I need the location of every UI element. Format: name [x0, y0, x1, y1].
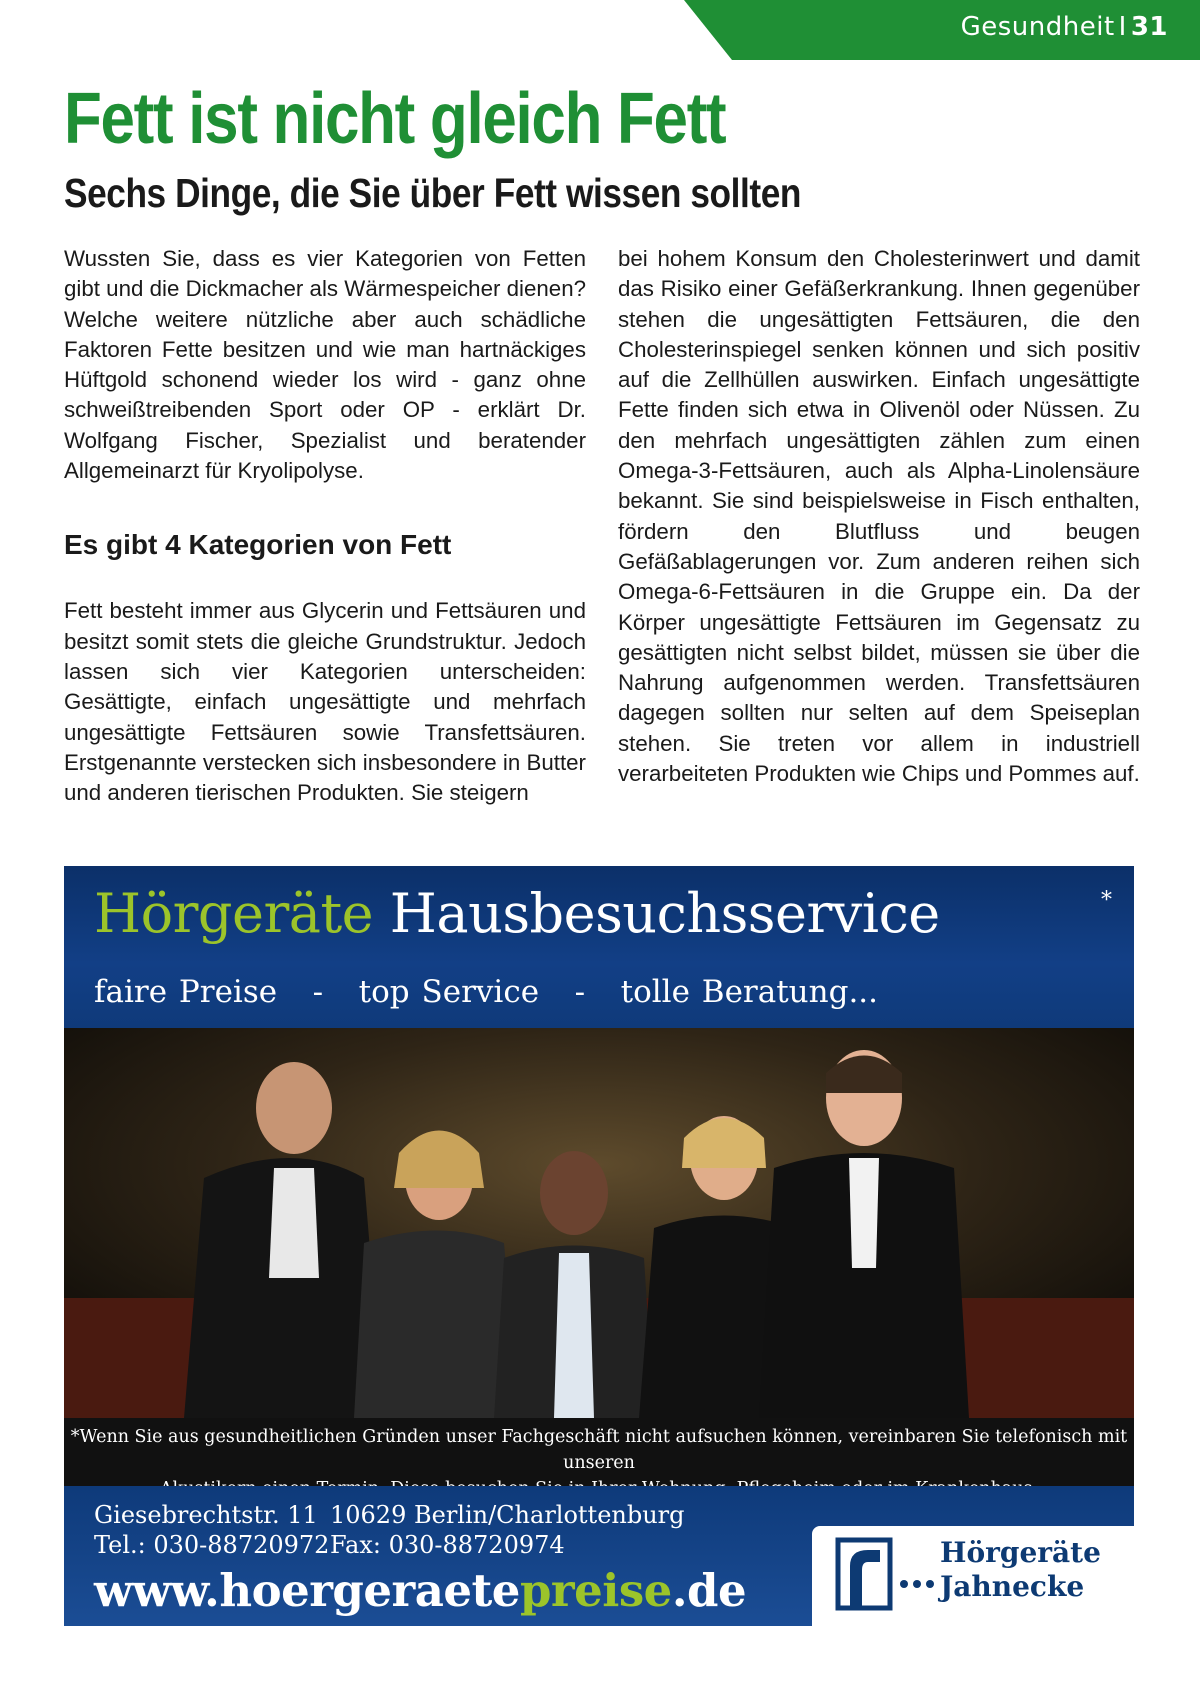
ad-website[interactable]	[94, 1564, 746, 1617]
article-subtitle: Sechs Dinge, die Sie über Fett wissen sollten	[64, 170, 801, 216]
article-body-right: bei hohem Konsum den Cholesterinwert und damit das Risiko einer Gefäßerkrankung. Ihnen gegenüber stehen die ungesättigten Fettsäuren, die den Cholesterinspiegel senken können und sich positiv auf die Zellhüllen auswirken. Einfach ungesättigte Fette finden sich etwa in Olivenöl oder Nüssen. Zu den mehrfach ungesättigten zählen zum einen Omega-3-Fettsäuren, auch als Alpha-Linolensäure bekannt. Sie sind beispielsweise in Fisch enthalten, fördern den Blutfluss und beugen Gefäßablagerungen vor. Zum anderen reihen sich Omega-6-Fettsäuren in die Gruppe ein. Da der Körper ungesättigte Fettsäuren im Gegensatz zu gesättigten nicht selbst bildet, müssen sie über die Nahrung aufgenommen werden. Transfettsäuren dagegen sollten nur selten auf dem Speiseplan stehen. Sie treten vor allem in industriell verarbeiteten Produkten wie Chips und Pommes auf.	[618, 246, 1140, 787]
ad-city: 10629 Berlin/Charlottenburg	[330, 1501, 685, 1529]
logo-icon	[820, 1526, 940, 1626]
ad-url-part3: .de	[671, 1564, 747, 1617]
section-header	[961, 12, 1168, 42]
ad-asterisk: *	[1101, 888, 1112, 913]
article-column-right	[618, 244, 1140, 789]
ad-title	[94, 882, 940, 945]
ad-footnote-line1: *Wenn Sie aus gesundheitlichen Gründen unser Fachgeschäft nicht aufsuchen können, vereinbaren Sie telefonisch mit unseren	[70, 1427, 1128, 1473]
advertisement	[64, 866, 1134, 1626]
section-heading: Es gibt 4 Kategorien von Fett	[64, 529, 452, 561]
article-intro: Wussten Sie, dass es vier Kategorien von Fetten gibt und die Dickmacher als Wärmespeicher dienen? Welche weitere nützliche aber auch schädliche Faktoren Fette besitzen und wie man hartnäckiges Hüftgold schonend wieder los wird - ganz ohne schweißtreibenden Sport oder OP - erklärt Dr. Wolfgang Fischer, Spezialist und beratender Allgemeinarzt für Kryolipolyse.	[64, 246, 586, 484]
ad-address-left	[94, 1500, 329, 1560]
hoergeraete-jahnecke-logo	[812, 1526, 1134, 1626]
logo-line1: Hörgeräte	[940, 1536, 1101, 1569]
ad-street: Giesebrechtstr. 11	[94, 1501, 318, 1529]
ad-address-right	[330, 1500, 685, 1560]
ad-fax: Fax: 030-88720974	[330, 1531, 565, 1559]
article-column-left	[64, 244, 586, 808]
ad-url-part2: preise	[519, 1564, 672, 1617]
ad-title-hoergeraete: Hörgeräte	[94, 882, 374, 945]
ad-photo-people-whispering	[64, 1028, 1134, 1418]
ad-phone: Tel.: 030-88720972	[94, 1531, 330, 1559]
ad-header	[64, 866, 1134, 1028]
article-title: Fett ist nicht gleich Fett	[64, 79, 726, 159]
logo-line2: Jahnecke	[940, 1570, 1085, 1603]
ad-footnote	[64, 1418, 1134, 1486]
ad-contact-area	[64, 1486, 1134, 1626]
logo-text	[940, 1536, 1101, 1604]
ad-tagline: faire Preise - top Service - tolle Beratung...	[94, 974, 879, 1010]
ad-title-hausbesuchsservice: Hausbesuchsservice	[389, 882, 940, 945]
section-name: Gesundheit	[960, 12, 1115, 42]
header-separator: I	[1118, 12, 1127, 42]
ad-url-part1: www.hoergeraete	[94, 1564, 520, 1617]
page-number: 31	[1130, 12, 1168, 42]
ad-photo-illustration	[64, 1028, 1134, 1418]
article-body-left: Fett besteht immer aus Glycerin und Fettsäuren und besitzt somit stets die gleiche Grundstruktur. Jedoch lassen sich vier Kategorien unterscheiden: Gesättigte, einfach ungesättigte und mehrfach ungesättigte Fettsäuren sowie Transfettsäuren. Erstgenannte verstecken sich insbesondere in Butter und anderen tierischen Produkten. Sie steigern	[64, 598, 586, 806]
